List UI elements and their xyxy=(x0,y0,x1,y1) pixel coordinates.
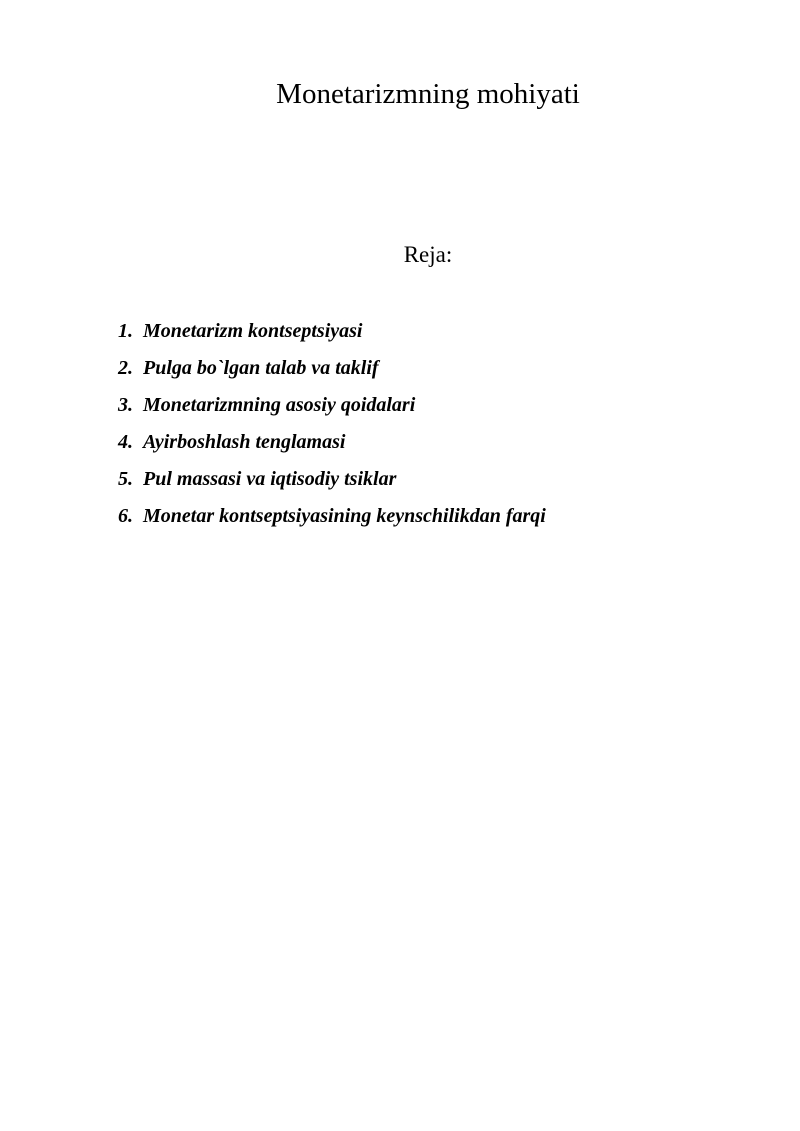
page-title: Monetarizmning mohiyati xyxy=(276,78,580,110)
plan-item-1 xyxy=(118,313,738,350)
plan-item-number: 3. xyxy=(118,394,133,416)
plan-item-text: Ayirboshlash tenglamasi xyxy=(143,431,346,453)
plan-item-4 xyxy=(118,424,738,461)
plan-item-number: 6. xyxy=(118,505,133,527)
plan-item-number: 4. xyxy=(118,431,133,453)
plan-item-text: Monetar kontseptsiyasining keynschilikdan farqi xyxy=(143,505,546,527)
plan-list xyxy=(118,313,738,535)
plan-item-number: 2. xyxy=(118,357,133,379)
plan-heading: Reja: xyxy=(403,242,453,267)
plan-item-text: Pulga bo`lgan talab va taklif xyxy=(143,357,379,379)
plan-item-2 xyxy=(118,350,738,387)
plan-item-3 xyxy=(118,387,738,424)
plan-item-text: Monetarizmning asosiy qoidalari xyxy=(143,394,416,416)
plan-item-number: 5. xyxy=(118,468,133,490)
plan-item-5 xyxy=(118,461,738,498)
plan-item-number: 1. xyxy=(118,320,133,342)
plan-item-6 xyxy=(118,498,738,535)
plan-item-text: Pul massasi va iqtisodiy tsiklar xyxy=(143,468,397,490)
plan-item-text: Monetarizm kontseptsiyasi xyxy=(143,320,363,342)
